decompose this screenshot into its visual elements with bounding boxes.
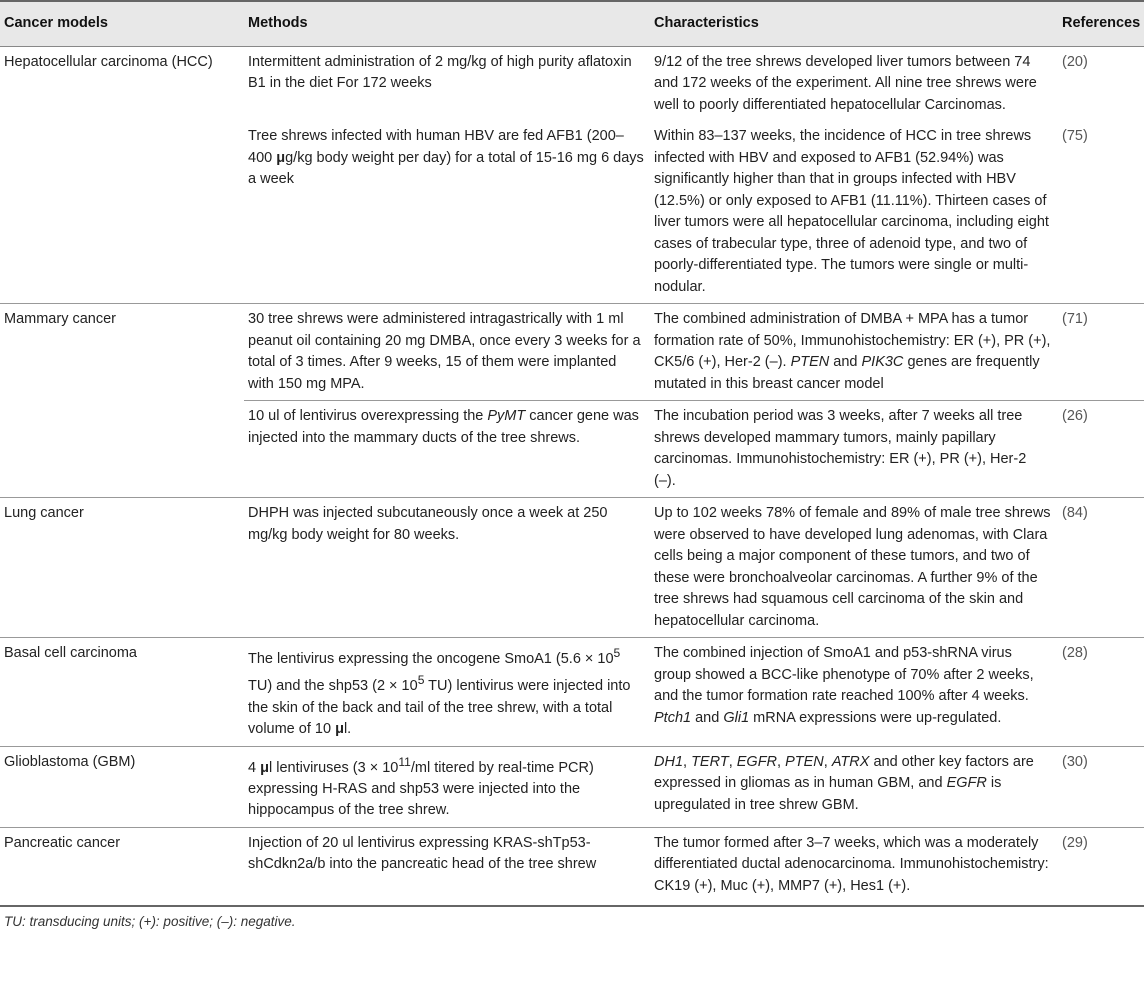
methods-cell: Injection of 20 ul lentivirus expressing KRAS-shTp53-shCdkn2a/b into the pancreatic head of the tree shrew bbox=[244, 827, 650, 906]
gene-name: Ptch1 bbox=[654, 709, 692, 726]
methods-cell: The lentivirus expressing the oncogene SmoA1 ($5.6 \times 10^5$ TU) and the shp53 ($2 \times 10^5$ TU) lentivirus were injected into the skin of the back and tail of the tree shrew, with a total volume of 10 μl. bbox=[244, 638, 650, 747]
methods-cell: 10 ul of lentivirus overexpressing the PyMT cancer gene was injected into the mammary ducts of the tree shrews. bbox=[244, 401, 650, 498]
header-characteristics: Characteristics bbox=[650, 1, 1058, 46]
methods-cell: Intermittent administration of 2 mg/kg of high purity aflatoxin B1 in the diet For 172 weeks bbox=[244, 46, 650, 121]
methods-cell: 30 tree shrews were administered intragastrically with 1 ml peanut oil containing 20 mg DMBA, once every 3 weeks for a total of 3 times. After 9 weeks, 15 of them were implanted with 150 mg MPA. bbox=[244, 304, 650, 401]
mu-symbol: μ bbox=[276, 149, 286, 166]
header-references: References bbox=[1058, 1, 1144, 46]
gene-name: Gli1 bbox=[723, 709, 750, 726]
cancer-model-cell bbox=[0, 121, 244, 304]
characteristics-cell: Within 83–137 weeks, the incidence of HCC in tree shrews infected with HBV and exposed to AFB1 (52.94%) was significantly higher than that in groups infected with HBV (12.5%) or only exposed to AFB1 (11.11%). Thirteen cases of liver tumors were all hepatocellular carcinoma, including eight cases of trabecular type, three of adenoid type, and two of poorly-differentiated type. The tumors were single or multi-nodular. bbox=[654, 128, 1049, 295]
gene-name: PTEN bbox=[790, 354, 830, 370]
characteristics-cell: The combined administration of DMBA + MPA has a tumor formation rate of 50%, Immunohistochemistry: ER (+), PR (+), CK5/6 (+), Her-2 (–). PTEN and PIK3C genes are frequently mutated in this breast cancer model bbox=[650, 304, 1058, 401]
cancer-model-cell: Hepatocellular carcinoma (HCC) bbox=[0, 46, 244, 121]
reference-link[interactable]: (29) bbox=[1058, 827, 1144, 906]
table-footnote: TU: transducing units; (+): positive; (–): negative. bbox=[4, 914, 296, 930]
characteristics-cell: Up to 102 weeks 78% of female and 89% of male tree shrews were observed to have developed lung adenomas, with Clara cells being a major component of these tumors, and two of these were bronchoalveolar carcinomas. A further 9% of the tree shrews had squamous cell carcinoma of the skin and hepatocellular carcinoma. bbox=[650, 498, 1058, 638]
methods-cell: 4 μl lentiviruses ($3 \times 10^{11}/ml$ titered by real-time PCR) expressing H-RAS and shp53 were injected into the hippocampus of the tree shrew. bbox=[244, 746, 650, 827]
cancer-model-cell: Mammary cancer bbox=[0, 304, 244, 401]
header-methods: Methods bbox=[244, 1, 650, 46]
table-row bbox=[0, 304, 1144, 401]
reference-link[interactable]: (71) bbox=[1058, 304, 1144, 401]
reference-link[interactable]: (75) bbox=[1062, 128, 1088, 144]
reference-link[interactable]: (28) bbox=[1058, 638, 1144, 747]
reference-link[interactable]: (20) bbox=[1058, 46, 1144, 121]
cancer-model-cell: Basal cell carcinoma bbox=[0, 638, 244, 747]
cancer-model-cell: Glioblastoma (GBM) bbox=[0, 746, 244, 827]
table-row bbox=[0, 46, 1144, 121]
methods-cell: DHPH was injected subcutaneously once a week at 250 mg/kg body weight for 80 weeks. bbox=[244, 498, 650, 638]
cancer-model-cell: Pancreatic cancer bbox=[0, 827, 244, 906]
gene-name: PIK3C bbox=[861, 354, 904, 370]
header-cancer-models: Cancer models bbox=[0, 1, 244, 46]
table-row bbox=[0, 401, 1144, 498]
characteristics-cell: The incubation period was 3 weeks, after 7 weeks all tree shrews developed mammary tumors, mainly papillary carcinomas. Immunohistochemistry: ER (+), PR (+), Her-2 (–). bbox=[650, 401, 1058, 498]
methods-cell: Tree shrews infected with human HBV are fed AFB1 (200–400 μg/kg body weight per day) for a total of 15-16 mg 6 days a week bbox=[248, 128, 644, 187]
mu-symbol: μ bbox=[335, 721, 344, 738]
table-header-row bbox=[0, 1, 1144, 46]
mu-symbol: μ bbox=[260, 759, 269, 776]
gene-name: PyMT bbox=[487, 408, 526, 424]
cancer-model-cell: Lung cancer bbox=[0, 498, 244, 638]
reference-link[interactable]: (26) bbox=[1058, 401, 1144, 498]
table-row bbox=[0, 121, 1144, 304]
characteristics-cell: DH1, TERT, EGFR, PTEN, ATRX and other key factors are expressed in gliomas as in human GBM, and EGFR is upregulated in tree shrew GBM. bbox=[650, 746, 1058, 827]
reference-link[interactable]: (84) bbox=[1058, 498, 1144, 638]
characteristics-cell: 9/12 of the tree shrews developed liver tumors between 74 and 172 weeks of the experiment. All nine tree shrews were well to poorly differentiated hepatocellular Carcinomas. bbox=[650, 46, 1058, 121]
table-row bbox=[0, 746, 1144, 827]
reference-link[interactable]: (30) bbox=[1058, 746, 1144, 827]
characteristics-cell: The tumor formed after 3–7 weeks, which was a moderately differentiated ductal adenocarcinoma. Immunohistochemistry: CK19 (+), Muc (+), MMP7 (+), Hes1 (+). bbox=[650, 827, 1058, 906]
table-row bbox=[0, 498, 1144, 638]
table-row bbox=[0, 638, 1144, 747]
cancer-model-cell bbox=[0, 401, 244, 498]
characteristics-cell: The combined injection of SmoA1 and p53-shRNA virus group showed a BCC-like phenotype of 70% after 2 weeks, and the tumor formation rate reached 100% after 4 weeks. Ptch1 and Gli1 mRNA expressions were up-regulated. bbox=[650, 638, 1058, 747]
table-row bbox=[0, 827, 1144, 906]
